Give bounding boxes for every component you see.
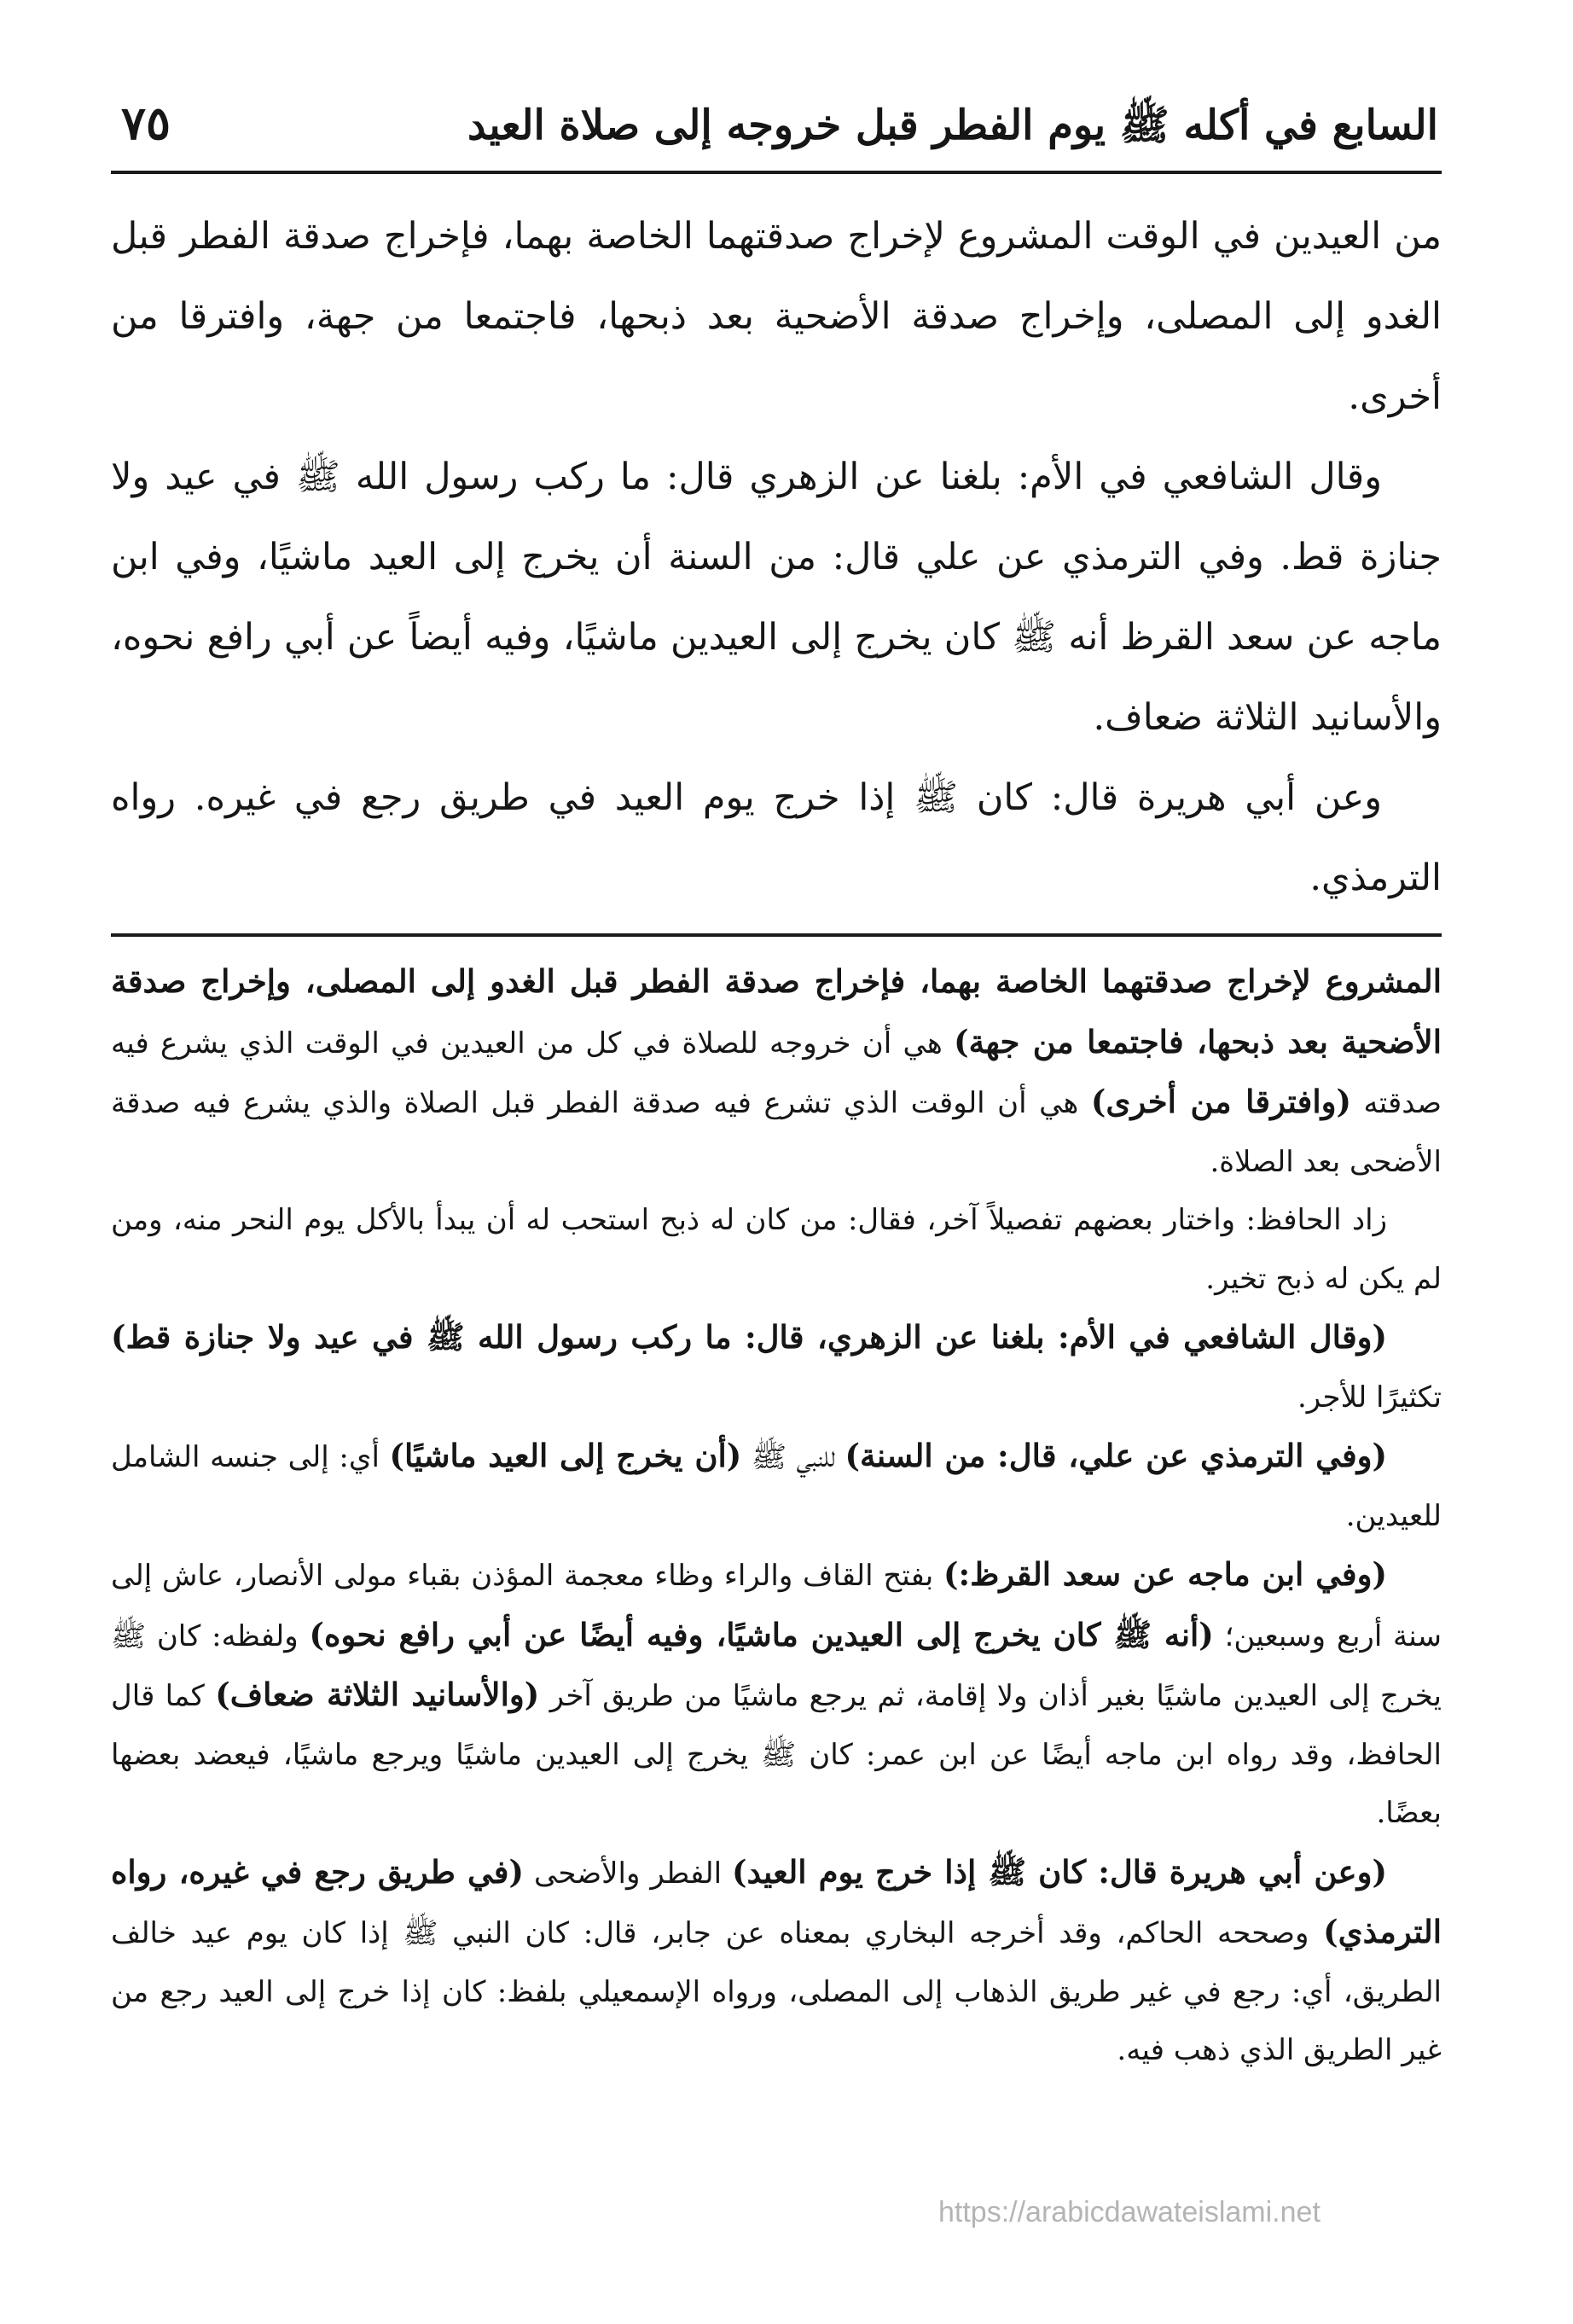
quoted-text: (أنه ﷺ كان يخرج إلى العيدين ماشيًا، وفيه أيضًا عن أبي رافع نحوه) xyxy=(309,1615,1214,1653)
explanation-text: بفتح القاف والراء وظاء معجمة المؤذن بقباء مولى الأنصار، عاش إلى سنة أربع وسبعين؛ xyxy=(111,1559,1442,1653)
source-watermark: https://arabicdawateislami.net xyxy=(938,2196,1321,2228)
main-paragraph-2: وقال الشافعي في الأم: بلغنا عن الزهري قال: ما ركب رسول الله ﷺ في عيد ولا جنازة قط. وفي الترمذي عن علي قال: من السنة أن يخرج إلى العيد ماشيًا، وفي ابن ماجه عن سعد القرظ أنه ﷺ كان يخرج إلى العيدين ماشيًا، وفيه أيضاً عن أبي رافع نحوه، والأسانيد الثلاثة ضعاف. xyxy=(111,456,1442,739)
commentary-paragraph-5 xyxy=(111,1545,1442,1843)
page-header xyxy=(111,94,1442,174)
quoted-text: (وفي الترمذي عن علي، قال: من السنة) xyxy=(845,1437,1388,1474)
section-divider xyxy=(111,933,1442,937)
quoted-text: المشروع لإخراج صدقتهما الخاصة بهما، فإخراج صدقة الفطر قبل الغدو إلى المصلى، وإخراج صدقة الأضحية بعد ذبحها، فاجتمعا من جهة) xyxy=(111,962,1442,1060)
quoted-text: (وعن أبي هريرة قال: كان ﷺ إذا خرج يوم العيد) xyxy=(732,1852,1387,1891)
commentary-paragraph-3 xyxy=(111,1308,1442,1426)
main-paragraph-1: من العيدين في الوقت المشروع لإخراج صدقتهما الخاصة بهما، فإخراج صدقة الفطر قبل الغدو إلى المصلى، وإخراج صدقة الأضحية بعد ذبحها، فاجتمعا من جهة، وافترقا من أخرى. xyxy=(111,215,1442,418)
book-page xyxy=(111,94,1442,2261)
explanation-text: أي: إلى جنسه الشامل للعيدين. xyxy=(111,1440,1442,1533)
explanation-text: الفطر والأضحى xyxy=(524,1856,733,1891)
quoted-text: (في طريق رجع في غيره، رواه الترمذي) xyxy=(111,1852,1442,1950)
quoted-text: (وفي ابن ماجه عن سعد القرظ:) xyxy=(943,1555,1387,1593)
quoted-text: (والأسانيد الثلاثة ضعاف) xyxy=(215,1676,540,1713)
explanation-text: وصححه الحاكم، وقد أخرجه البخاري بمعناه عن جابر، قال: كان النبي ﷺ إذا كان يوم عيد خالف الطريق، أي: رجع في غير طريق الذهاب إلى المصلى، ورواه الإسمعيلي بلفظ: كان إذا خرج إلى العيد رجع من غير الطريق الذي ذهب فيه. xyxy=(111,1916,1442,2067)
quoted-text: (وافترقا من أخرى) xyxy=(1090,1083,1352,1120)
explanation-text: تكثيرًا للأجر. xyxy=(1297,1380,1442,1415)
explanation-text: هي أن خروجه للصلاة في كل من العيدين في الوقت الذي يشرع فيه صدقته xyxy=(111,1025,1442,1120)
explanation-text: كما قال الحافظ، وقد رواه ابن ماجه أيضًا عن ابن عمر: كان ﷺ يخرج إلى العيدين ماشيًا ويرجع ماشيًا، فيعضد بعضها بعضًا. xyxy=(111,1679,1442,1830)
explanation-text: للنبي ﷺ xyxy=(741,1440,845,1474)
explanation-text: هي أن الوقت الذي تشرع فيه صدقة الفطر قبل الصلاة والذي يشرع فيه صدقة الأضحى بعد الصلاة. xyxy=(111,1086,1442,1179)
commentary-paragraph-1 xyxy=(111,952,1442,1191)
main-text xyxy=(111,196,1442,918)
commentary-paragraph-4 xyxy=(111,1426,1442,1545)
commentary-paragraph-2: زاد الحافظ: واختار بعضهم تفصيلاً آخر، فقال: من كان له ذبح استحب له أن يبدأ بالأكل يوم النحر منه، ومن لم يكن له ذبح تخير. xyxy=(111,1203,1442,1296)
quoted-text: (أن يخرج إلى العيد ماشيًا) xyxy=(389,1437,742,1474)
page-number: ٧٥ xyxy=(121,96,171,150)
main-paragraph-3: وعن أبي هريرة قال: كان ﷺ إذا خرج يوم العيد في طريق رجع في غيره. رواه الترمذي. xyxy=(111,776,1442,899)
running-title: السابع في أكله ﷺ يوم الفطر قبل خروجه إلى صلاة العيد xyxy=(467,102,1438,149)
commentary-text xyxy=(111,952,1442,2080)
commentary-paragraph-6 xyxy=(111,1843,1442,2080)
explanation-text: ولفظه: كان ﷺ يخرج إلى العيدين ماشيًا بغير أذان ولا إقامة، ثم يرجع ماشيًا من طريق آخر xyxy=(111,1618,1442,1713)
quoted-text: (وقال الشافعي في الأم: بلغنا عن الزهري، قال: ما ركب رسول الله ﷺ في عيد ولا جنازة قط) xyxy=(111,1318,1387,1356)
